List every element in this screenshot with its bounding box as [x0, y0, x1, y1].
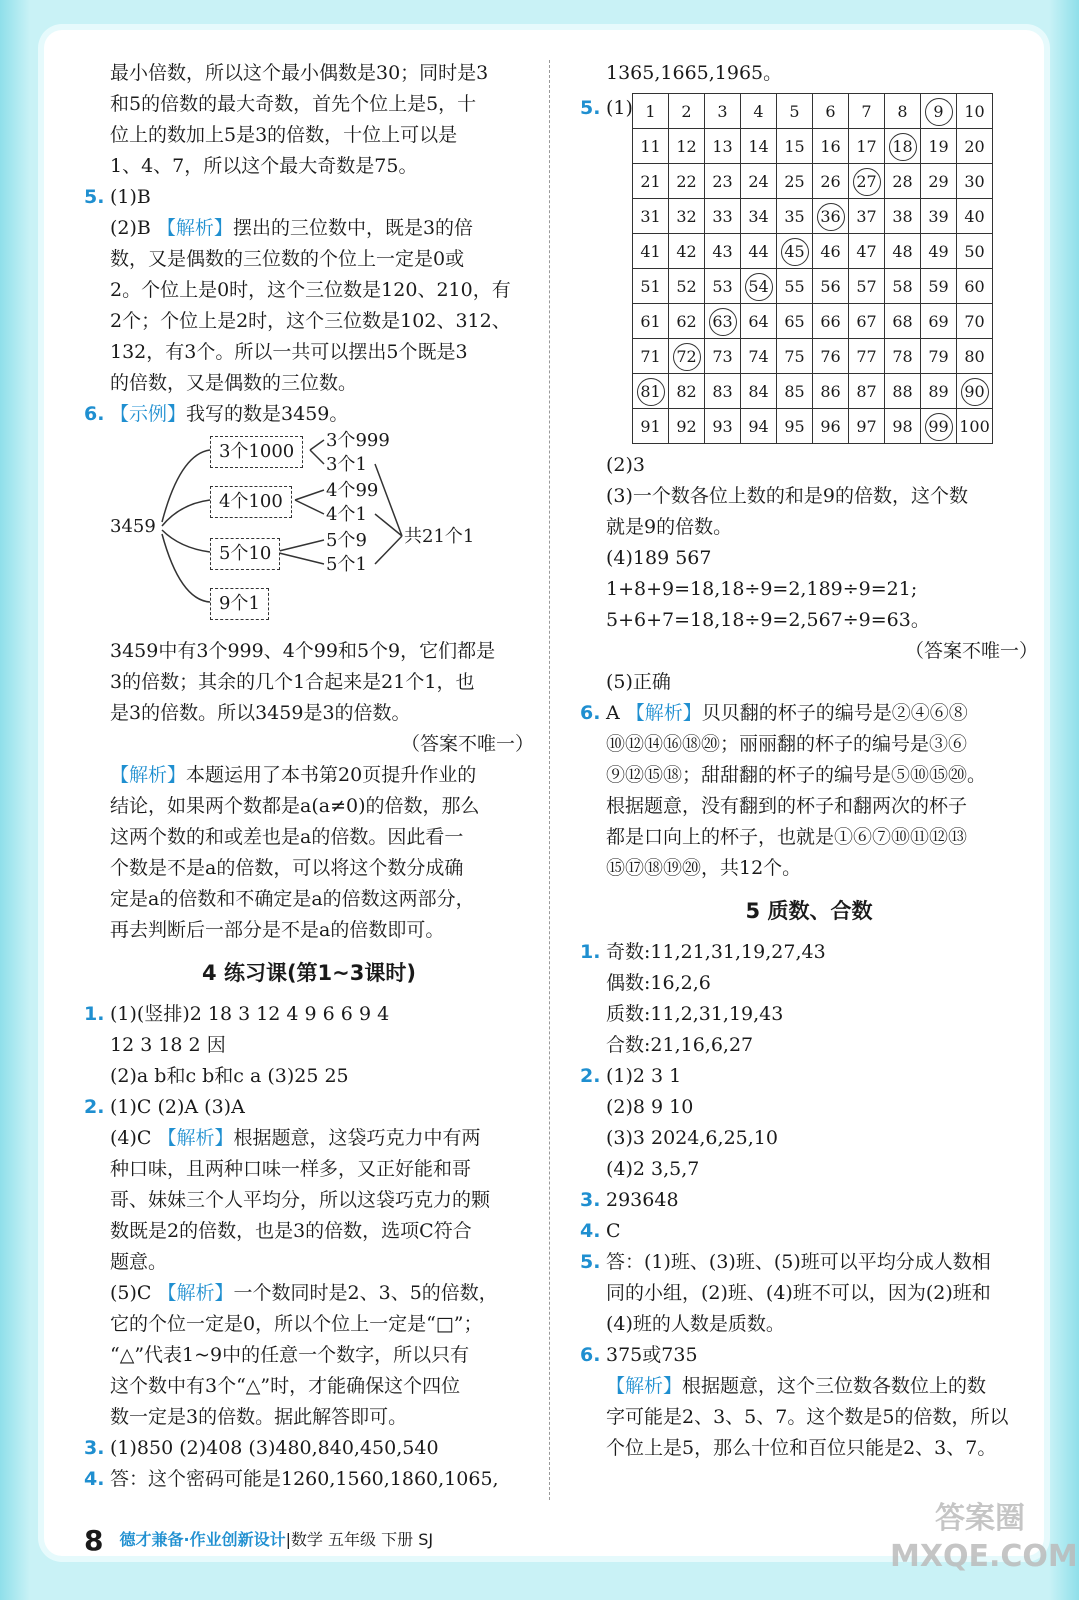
question-number: 3. [580, 1189, 601, 1211]
grid-cell: 93 [705, 409, 741, 444]
grid-cell: 65 [777, 304, 813, 339]
grid-cell: 10 [957, 94, 993, 129]
grid-cell: 37 [849, 199, 885, 234]
question-number: 4. [580, 1220, 601, 1242]
text-line: 它的个位一定是0，所以个位上一定是“□”； [110, 1313, 483, 1335]
split-label: 5个9 [326, 530, 367, 551]
question-5-grid-wrap [580, 93, 1038, 444]
grid-cell: 26 [813, 164, 849, 199]
grid-cell: 23 [705, 164, 741, 199]
grid-cell: 97 [849, 409, 885, 444]
answer-4 [580, 1216, 1038, 1247]
grid-cell: 98 [885, 409, 921, 444]
grid-cell: 57 [849, 269, 885, 304]
text-line: 都是口向上的杯子，也就是①⑥⑦⑩⑪⑫⑬ [606, 826, 968, 848]
grid-cell: 17 [849, 129, 885, 164]
grid-cell: 51 [633, 269, 669, 304]
grid-cell-circled: 63 [705, 304, 741, 339]
grid-cell: 77 [849, 339, 885, 374]
grid-cell: 66 [813, 304, 849, 339]
grid-row [633, 129, 993, 164]
question-6 [84, 399, 534, 430]
place-box: 4个100 [210, 486, 292, 518]
text-line: 3459中有3个999、4个99和5个9，它们都是 [110, 640, 496, 662]
answer-text: (1)2 3 1 [606, 1065, 682, 1087]
answer-text: C [606, 1220, 621, 1242]
text-line: 种口味，且两种口味一样多，又正好能和哥 [110, 1158, 472, 1180]
grid-row [633, 94, 993, 129]
grid-cell: 38 [885, 199, 921, 234]
text-line: 个位上是5，那么十位和百位只能是2、3、7。 [606, 1437, 997, 1459]
text-line: (2)3 [606, 454, 646, 476]
grid-cell: 40 [957, 199, 993, 234]
grid-row [633, 409, 993, 444]
text-line: 1365,1665,1965。 [606, 62, 783, 84]
watermark [890, 1500, 1078, 1590]
grid-cell: 13 [705, 129, 741, 164]
grid-cell: 89 [921, 374, 957, 409]
question-number: 3. [84, 1437, 105, 1459]
page-number: 8 [84, 1524, 104, 1557]
left-column [84, 58, 534, 1495]
grid-cell-circled: 90 [957, 374, 993, 409]
grid-cell: 68 [885, 304, 921, 339]
text-line: 132，有3个。所以一共可以摆出5个既是3 [110, 341, 468, 363]
split-label: 3个1 [326, 454, 367, 475]
grid-cell: 32 [669, 199, 705, 234]
question-6 [580, 698, 1038, 729]
grid-cell: 44 [741, 234, 777, 269]
answer-text: 摆出的三位数中，既是3的倍 [232, 217, 474, 239]
grid-cell: 94 [741, 409, 777, 444]
question-5 [84, 182, 534, 213]
text-line: 5+6+7=18,18÷9=2,567÷9=63。 [606, 609, 930, 631]
grid-cell: 71 [633, 339, 669, 374]
page-footer [84, 1524, 433, 1557]
text-line: ⑩⑫⑭⑯⑱⑳；丽丽翻的杯子的编号是③⑥ [606, 733, 968, 755]
question-number: 6. [84, 403, 105, 425]
grid-cell-circled: 9 [921, 94, 957, 129]
analysis-tag: 【解析】 [625, 702, 702, 724]
text-line: 数一定是3的倍数。据此解答即可。 [110, 1406, 408, 1428]
text-line: 2个；个位上是2时，这个三位数是102、312、 [110, 310, 511, 332]
grid-cell: 5 [777, 94, 813, 129]
grid-cell: 2 [669, 94, 705, 129]
text-line: 质数:11,2,31,19,43 [606, 1003, 784, 1025]
text-line: 的倍数，又是偶数的三位数。 [110, 372, 358, 394]
grid-cell: 42 [669, 234, 705, 269]
hundred-chart [632, 93, 993, 444]
text-line [84, 213, 534, 244]
answer-5 [580, 1247, 1038, 1278]
practice-2 [84, 1092, 534, 1123]
grid-cell: 55 [777, 269, 813, 304]
text-line: 根据题意，没有翻到的杯子和翻两次的杯子 [606, 795, 968, 817]
analysis-tag: 【解析】 [157, 1282, 234, 1304]
answer-text: (1)850 (2)408 (3)480,840,450,540 [110, 1437, 439, 1459]
grid-cell-circled: 36 [813, 199, 849, 234]
question-number: 5. [580, 1251, 601, 1273]
grid-cell: 50 [957, 234, 993, 269]
text-line: (3)一个数各位上数的和是9的倍数，这个数 [606, 485, 969, 507]
grid-cell: 82 [669, 374, 705, 409]
text-line: (3)3 2024,6,25,10 [606, 1127, 778, 1149]
question-number: 5. [580, 97, 601, 119]
question-number: 6. [580, 702, 601, 724]
grid-row [633, 164, 993, 199]
grid-cell: 48 [885, 234, 921, 269]
text-line: 结论，如果两个数都是a(a≠0)的倍数，那么 [110, 795, 480, 817]
grid-cell: 20 [957, 129, 993, 164]
grid-cell-circled: 99 [921, 409, 957, 444]
grid-cell: 24 [741, 164, 777, 199]
text-line: 3的倍数；其余的几个1合起来是21个1，也 [110, 671, 475, 693]
text-line: 数，又是偶数的三位数的个位上一定是0或 [110, 248, 465, 270]
split-label: 3个999 [326, 430, 390, 451]
grid-cell: 96 [813, 409, 849, 444]
grid-cell: 34 [741, 199, 777, 234]
not-unique-note: （答案不唯一） [904, 640, 1038, 662]
analysis-tag: 【解析】 [156, 217, 233, 239]
book-info: |数学 五年级 下册 SJ [285, 1530, 434, 1549]
practice-3 [84, 1433, 534, 1464]
grid-cell: 84 [741, 374, 777, 409]
grid-cell: 87 [849, 374, 885, 409]
grid-cell: 35 [777, 199, 813, 234]
grid-cell: 3 [705, 94, 741, 129]
grid-cell-circled: 45 [777, 234, 813, 269]
grid-cell: 67 [849, 304, 885, 339]
section-title: 4 练习课(第1~3课时) [202, 961, 416, 985]
grid-cell: 88 [885, 374, 921, 409]
grid-cell: 15 [777, 129, 813, 164]
text-line: 这两个数的和或差也是a的倍数。因此看一 [110, 826, 464, 848]
text-line [84, 1123, 534, 1154]
grid-cell: 43 [705, 234, 741, 269]
grid-cell: 78 [885, 339, 921, 374]
grid-cell: 39 [921, 199, 957, 234]
grid-cell: 86 [813, 374, 849, 409]
text-line: 题意。 [110, 1251, 168, 1273]
grid-cell: 6 [813, 94, 849, 129]
watermark-line: 答案圈 [935, 1501, 1025, 1536]
grid-cell: 95 [777, 409, 813, 444]
grid-cell: 80 [957, 339, 993, 374]
grid-cell: 19 [921, 129, 957, 164]
analysis-tag: 【解析】 [606, 1375, 683, 1397]
not-unique-note: （答案不唯一） [400, 733, 534, 755]
question-number: 4. [84, 1468, 105, 1490]
text-line: 个数是不是a的倍数，可以将这个数分成确 [110, 857, 464, 879]
grid-cell: 47 [849, 234, 885, 269]
question-number: 1. [580, 941, 601, 963]
text-line: 就是9的倍数。 [606, 516, 733, 538]
grid-row [633, 374, 993, 409]
answer-text: 贝贝翻的杯子的编号是②④⑥⑧ [701, 702, 968, 724]
total-label: 共21个1 [404, 526, 475, 547]
grid-cell: 61 [633, 304, 669, 339]
text-line: 再去判断后一部分是不是a的倍数即可。 [110, 919, 445, 941]
split-label: 4个99 [326, 480, 379, 501]
answer-1 [580, 937, 1038, 968]
text-line [84, 1278, 534, 1309]
grid-cell: 69 [921, 304, 957, 339]
grid-cell: 100 [957, 409, 993, 444]
question-number: 5. [84, 186, 105, 208]
grid-cell: 22 [669, 164, 705, 199]
grid-cell: 58 [885, 269, 921, 304]
text-line: 字可能是2、3、5、7。这个数是5的倍数，所以 [606, 1406, 1009, 1428]
grid-cell: 16 [813, 129, 849, 164]
grid-cell: 64 [741, 304, 777, 339]
grid-cell: 83 [705, 374, 741, 409]
text-line: (4)班的人数是质数。 [606, 1313, 785, 1335]
split-label: 5个1 [326, 554, 367, 575]
grid-cell: 60 [957, 269, 993, 304]
place-box: 3个1000 [210, 436, 303, 468]
grid-cell: 70 [957, 304, 993, 339]
grid-cell-circled: 72 [669, 339, 705, 374]
place-box: 9个1 [210, 588, 269, 620]
grid-cell: 79 [921, 339, 957, 374]
grid-cell: 46 [813, 234, 849, 269]
text-line: 2。个位上是0时，这个三位数是120、210，有 [110, 279, 511, 301]
question-number: 2. [580, 1065, 601, 1087]
column-divider [549, 60, 550, 1500]
grid-cell: 29 [921, 164, 957, 199]
grid-cell: 33 [705, 199, 741, 234]
text-line: ⑨⑫⑮⑱；甜甜翻的杯子的编号是⑤⑩⑮⑳。 [606, 764, 987, 786]
grid-cell: 75 [777, 339, 813, 374]
text-line [580, 1371, 1038, 1402]
text-line: (4)189 567 [606, 547, 712, 569]
answer-text: (5)C [110, 1282, 158, 1304]
grid-cell-circled: 27 [849, 164, 885, 199]
question-number: 1. [84, 1003, 105, 1025]
grid-cell: 49 [921, 234, 957, 269]
answer-text: 375或735 [606, 1344, 698, 1366]
question-number: 6. [580, 1344, 601, 1366]
analysis-tag: 【解析】 [157, 1127, 234, 1149]
text-line: (4)2 3,5,7 [606, 1158, 700, 1180]
question-number: 2. [84, 1096, 105, 1118]
analysis-tag: 【解析】 [110, 764, 187, 786]
grid-cell: 62 [669, 304, 705, 339]
grid-cell: 91 [633, 409, 669, 444]
split-label: 4个1 [326, 504, 367, 525]
grid-cell: 74 [741, 339, 777, 374]
grid-cell: 12 [669, 129, 705, 164]
right-column [580, 58, 1038, 1464]
answer-text: 一个数同时是2、3、5的倍数， [233, 1282, 498, 1304]
practice-1 [84, 999, 534, 1030]
text-line: “△”代表1~9中的任意一个数字，所以只有 [110, 1344, 470, 1366]
text-line [84, 760, 534, 791]
grid-cell: 41 [633, 234, 669, 269]
answer-2 [580, 1061, 1038, 1092]
text-line: 合数:21,16,6,27 [606, 1034, 754, 1056]
text-line: 和5的倍数的最大奇数，首先个位上是5，十 [110, 93, 477, 115]
root-number: 3459 [110, 516, 156, 537]
grid-cell: 11 [633, 129, 669, 164]
answer-text: 答：(1)班、(3)班、(5)班可以平均分成人数相 [606, 1251, 991, 1273]
grid-cell: 76 [813, 339, 849, 374]
answer-6 [580, 1340, 1038, 1371]
grid-cell: 8 [885, 94, 921, 129]
answer-text: 293648 [606, 1189, 679, 1211]
grid-cell: 53 [705, 269, 741, 304]
place-box: 5个10 [210, 538, 280, 570]
answer-3 [580, 1185, 1038, 1216]
brand-name: 德才兼备·作业创新设计 [119, 1530, 286, 1549]
text-line: 偶数:16,2,6 [606, 972, 711, 994]
text-line: 数既是2的倍数，也是3的倍数，选项C符合 [110, 1220, 472, 1242]
text-line: 定是a的倍数和不确定是a的倍数这两部分， [110, 888, 475, 910]
grid-row [633, 234, 993, 269]
practice-4 [84, 1464, 534, 1495]
grid-cell: 21 [633, 164, 669, 199]
answer-text: (1)(竖排)2 18 3 12 4 9 6 6 9 4 [110, 1003, 390, 1025]
grid-row [633, 304, 993, 339]
text-line: 位上的数加上5是3的倍数，十位上可以是 [110, 124, 458, 146]
grid-cell: 92 [669, 409, 705, 444]
grid-cell-circled: 81 [633, 374, 669, 409]
text-line: 同的小组，(2)班、(4)班不可以，因为(2)班和 [606, 1282, 991, 1304]
text-line: 12 3 18 2 因 [110, 1034, 226, 1056]
watermark-line: MXQE.COM [890, 1539, 1078, 1574]
decomposition-diagram [110, 430, 530, 630]
question-5-label [580, 93, 633, 124]
example-tag: 【示例】 [110, 403, 187, 425]
answer-text: 根据题意，这个三位数各数位上的数 [682, 1375, 987, 1397]
answer-text: 我写的数是3459。 [186, 403, 349, 425]
text-line: (5)正确 [606, 671, 671, 693]
answer-text: A [606, 702, 626, 724]
grid-row [633, 199, 993, 234]
answer-text: (1)C (2)A (3)A [110, 1096, 245, 1118]
grid-cell: 1 [633, 94, 669, 129]
text-line: 是3的倍数。所以3459是3的倍数。 [110, 702, 411, 724]
grid-row [633, 269, 993, 304]
answer-text: 奇数:11,21,31,19,27,43 [606, 941, 826, 963]
grid-row [633, 339, 993, 374]
grid-cell: 52 [669, 269, 705, 304]
grid-cell: 28 [885, 164, 921, 199]
grid-cell: 31 [633, 199, 669, 234]
grid-cell: 85 [777, 374, 813, 409]
text-line: 哥、妹妹三个人平均分，所以这袋巧克力的颗 [110, 1189, 491, 1211]
text-line: ⑮⑰⑱⑲⑳，共12个。 [606, 857, 802, 879]
answer-text: (1) [606, 97, 633, 119]
text-line: 这个数中有3个“△”时，才能确保这个四位 [110, 1375, 461, 1397]
grid-cell: 73 [705, 339, 741, 374]
grid-cell: 59 [921, 269, 957, 304]
grid-cell: 4 [741, 94, 777, 129]
text-line: 最小倍数，所以这个最小偶数是30；同时是3 [110, 62, 489, 84]
text-line: 1+8+9=18,18÷9=2,189÷9=21; [606, 578, 918, 600]
answer-text: 根据题意，这袋巧克力中有两 [233, 1127, 481, 1149]
grid-cell: 7 [849, 94, 885, 129]
text-line: (2)8 9 10 [606, 1096, 694, 1118]
answer-text: 答：这个密码可能是1260,1560,1860,1065, [110, 1468, 499, 1490]
grid-cell: 14 [741, 129, 777, 164]
text-line: 1、4、7，所以这个最大奇数是75。 [110, 155, 418, 177]
grid-cell-circled: 18 [885, 129, 921, 164]
answer-text: 本题运用了本书第20页提升作业的 [186, 764, 477, 786]
text-line: (2)a b和c b和c a (3)25 25 [110, 1065, 349, 1087]
grid-cell: 56 [813, 269, 849, 304]
answer-text: (4)C [110, 1127, 158, 1149]
grid-cell-circled: 54 [741, 269, 777, 304]
grid-cell: 30 [957, 164, 993, 199]
section-title: 5 质数、合数 [745, 899, 873, 923]
answer-text: (2)B [110, 217, 157, 239]
answer-text: (1)B [110, 186, 151, 208]
grid-cell: 25 [777, 164, 813, 199]
